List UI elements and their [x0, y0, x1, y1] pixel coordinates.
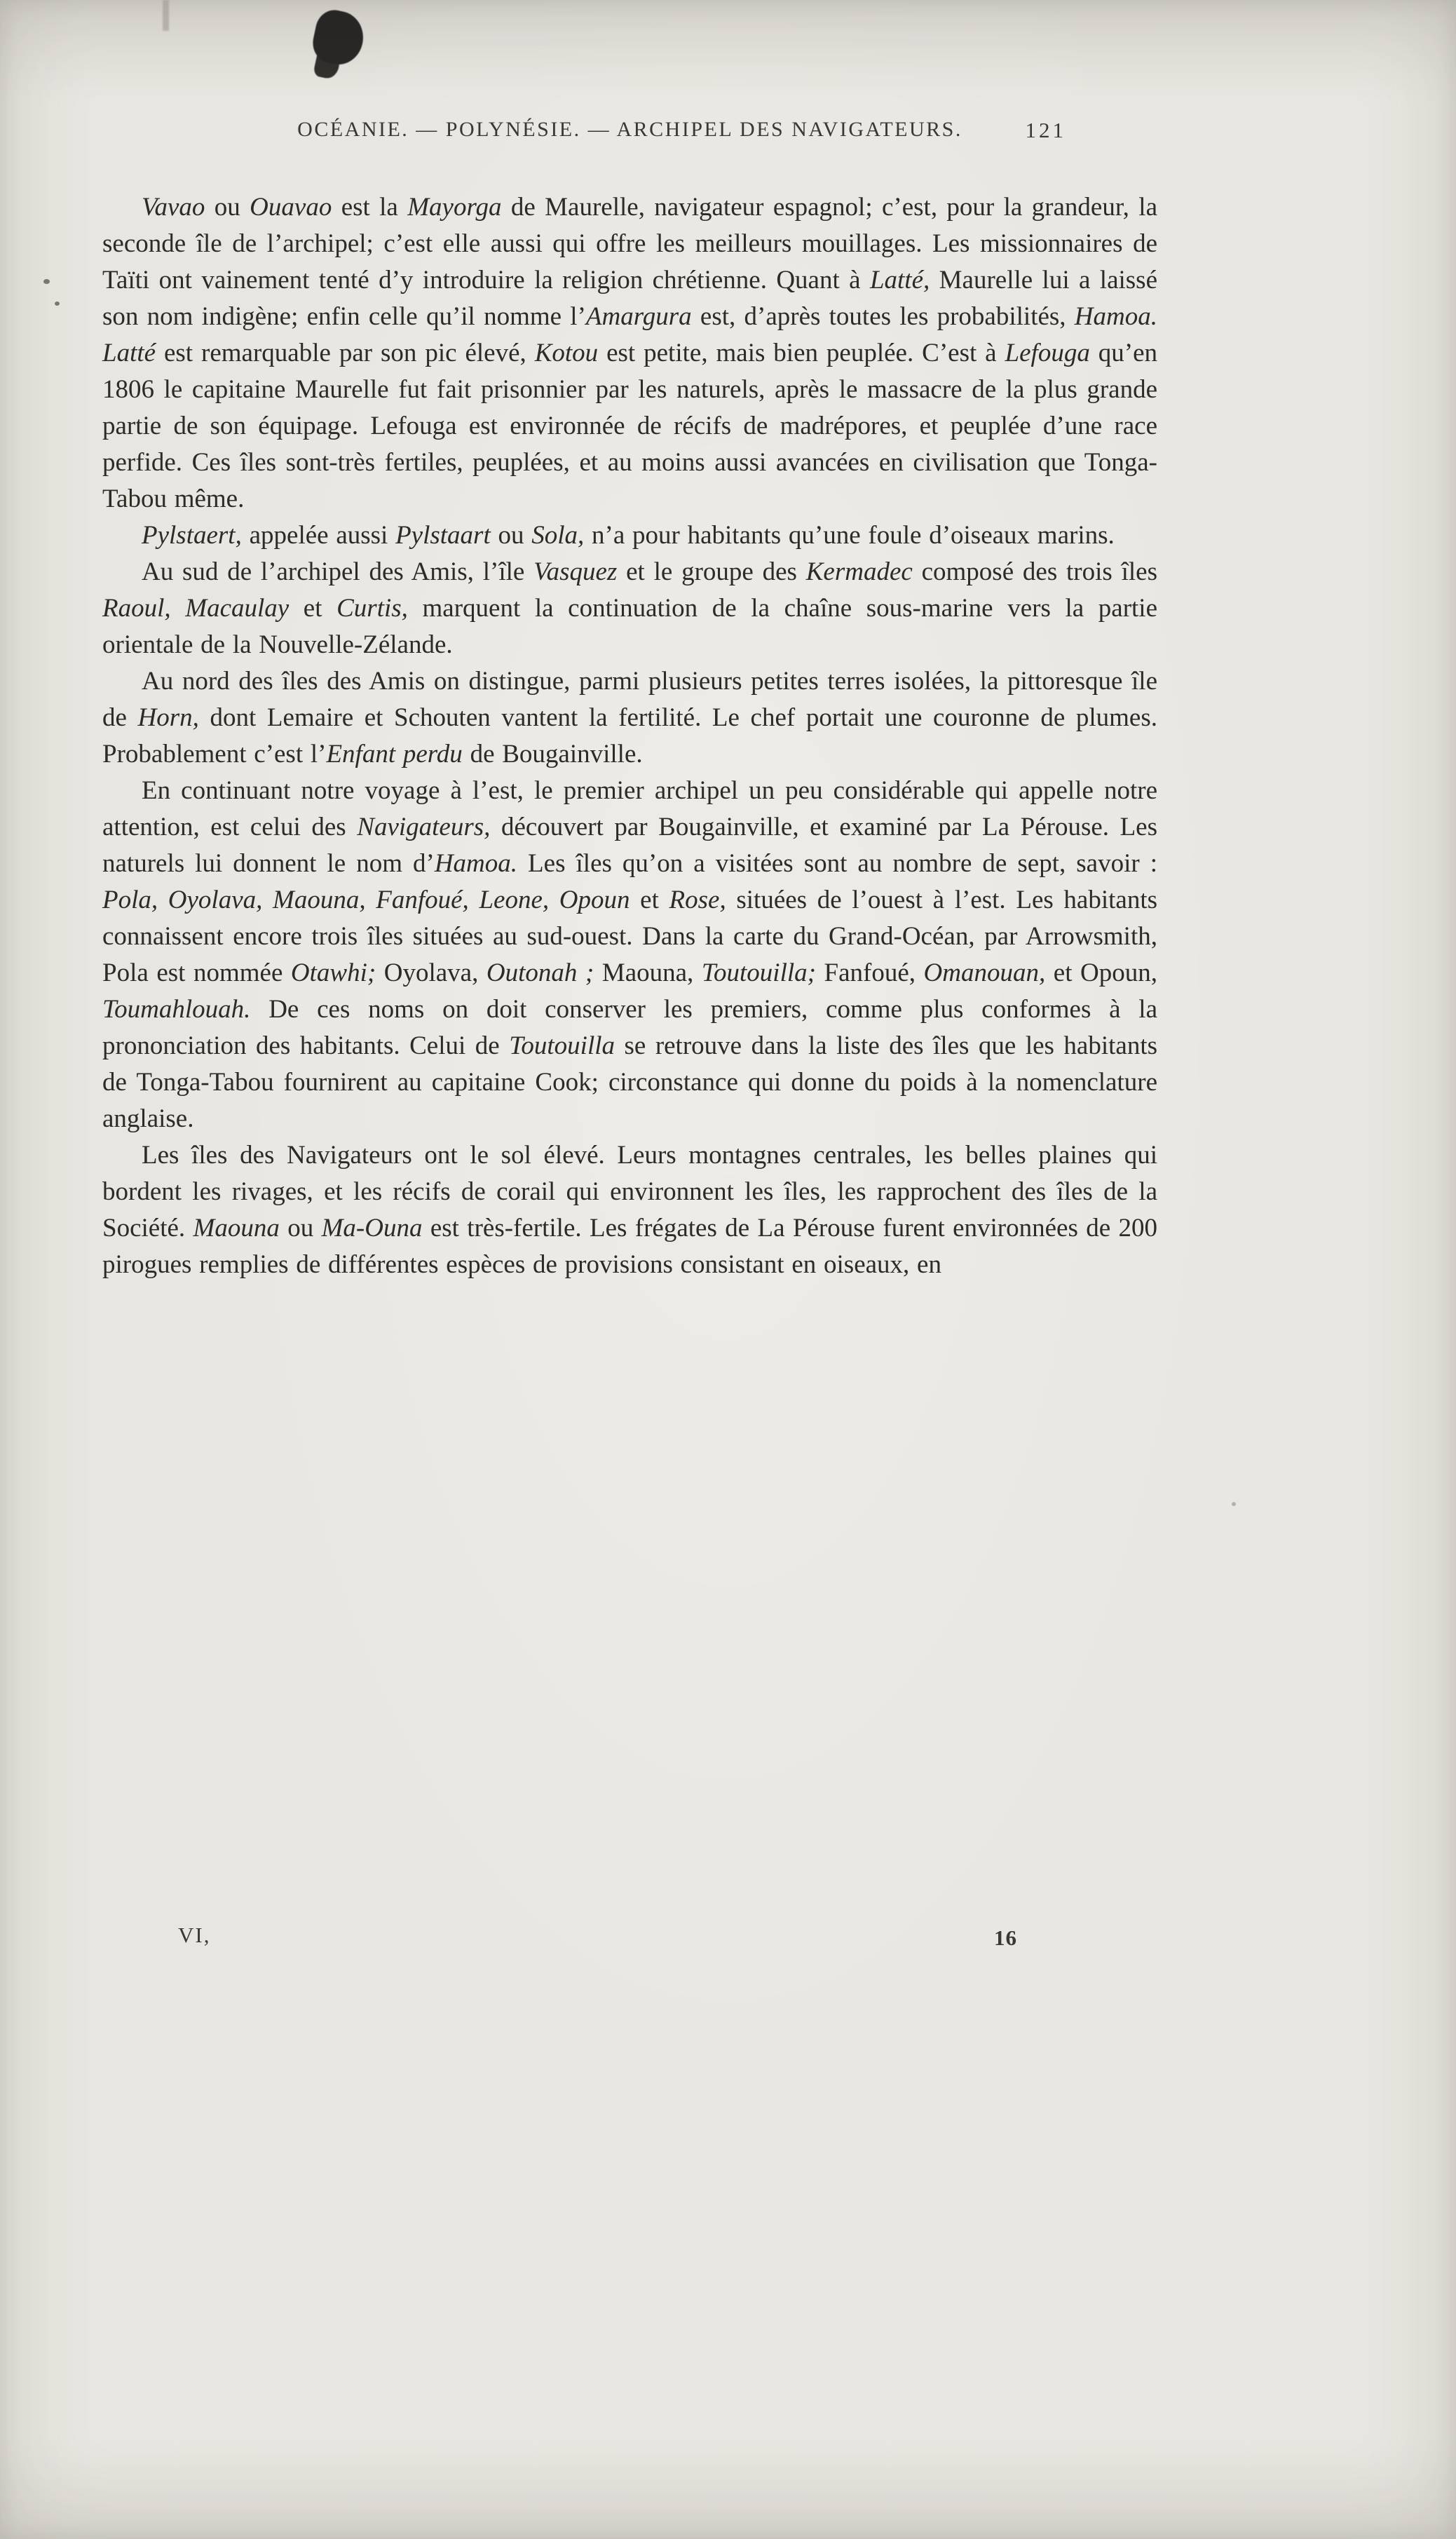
scan-speck [55, 302, 60, 306]
sheet-signature: 16 [994, 1925, 1017, 1950]
paragraph: En continuant notre voyage à l’est, le premier archipel un peu considérable qui appelle notre attention, est celui des Navigateurs, découvert par Bougainville, et examiné par La Pérouse. Les naturels lui donnent le nom d’Hamoa. Les îles qu’on a visitées sont au nombre de sept, savoir : Pola, Oyolava, Maouna, Fanfoué, Leone, Opoun et Rose, situées de l’ouest à l’est. Les habitants connaissent encore trois îles situées au sud-ouest. Dans la carte du Grand-Océan, par Arrowsmith, Pola est nommée Otawhi; Oyolava, Outonah ; Maouna, Toutouilla; Fanfoué, Omanouan, et Opoun, Toumahlouah. De ces noms on doit conserver les premiers, comme plus conformes à la prononciation des habitants. Celui de Toutouilla se retrouve dans la liste des îles que les habitants de Tonga-Tabou fournirent au capitaine Cook; circonstance qui donne du poids à la nomenclature anglaise. [102, 776, 1157, 1133]
paragraph: Pylstaert, appelée aussi Pylstaart ou Sola, n’a pour habitants qu’une foule d’oiseaux marins. [142, 521, 1115, 550]
scan-streak-artifact [163, 0, 169, 31]
paragraph: Au sud de l’archipel des Amis, l’île Vasquez et le groupe des Kermadec composé des trois îles Raoul, Macaulay et Curtis, marquent la continuation de la chaîne sous-marine vers la partie orientale de la Nouvelle-Zélande. [102, 557, 1158, 659]
volume-signature: VI, [178, 1923, 211, 1947]
page-footer [102, 1923, 1157, 1958]
scan-speck [43, 279, 50, 284]
paragraph: Les îles des Navigateurs ont le sol élevé. Leurs montagnes centrales, les belles plaines qui bordent les rivages, et les récifs de corail qui environnent les îles, les rapprochent des îles de la Société. Maouna ou Ma-Ouna est très-fertile. Les frégates de La Pérouse furent environnées de 200 pirogues remplies de différentes espèces de provisions consistant en oiseaux, en [102, 1141, 1158, 1279]
ink-blot-artifact [309, 7, 368, 69]
page-body-text [102, 189, 1157, 1283]
page-header [102, 118, 1157, 160]
scan-speck [1232, 1502, 1236, 1506]
page-number: 121 [1025, 118, 1066, 142]
paragraph: Vavao ou Ouavao est la Mayorga de Maurelle, navigateur espagnol; c’est, pour la grandeur, la seconde île de l’archipel; c’est elle aussi qui offre les meilleurs mouillages. Les missionnaires de Taïti ont vainement tenté d’y introduire la religion chrétienne. Quant à Latté, Maurelle lui a laissé son nom indigène; enfin celle qu’il nomme l’Amargura est, d’après toutes les probabilités, Hamoa. Latté est remarquable par son pic élevé, Kotou est petite, mais bien peuplée. C’est à Lefouga qu’en 1806 le capitaine Maurelle fut fait prisonnier par les naturels, après le massacre de la plus grande partie de son équipage. Lefouga est environnée de récifs de madrépores, et peuplée d’une race perfide. Ces îles sont-très fertiles, peuplées, et au moins aussi avancées en civilisation que Tonga-Tabou même. [102, 193, 1158, 513]
paragraph: Au nord des îles des Amis on distingue, parmi plusieurs petites terres isolées, la pittoresque île de Horn, dont Lemaire et Schouten vantent la fertilité. Le chef portait une couronne de plumes. Probablement c’est l’Enfant perdu de Bougainville. [102, 667, 1157, 769]
text-column [102, 118, 1157, 1283]
running-title: OCÉANIE. — POLYNÉSIE. — ARCHIPEL DES NAVIGATEURS. [297, 118, 962, 141]
